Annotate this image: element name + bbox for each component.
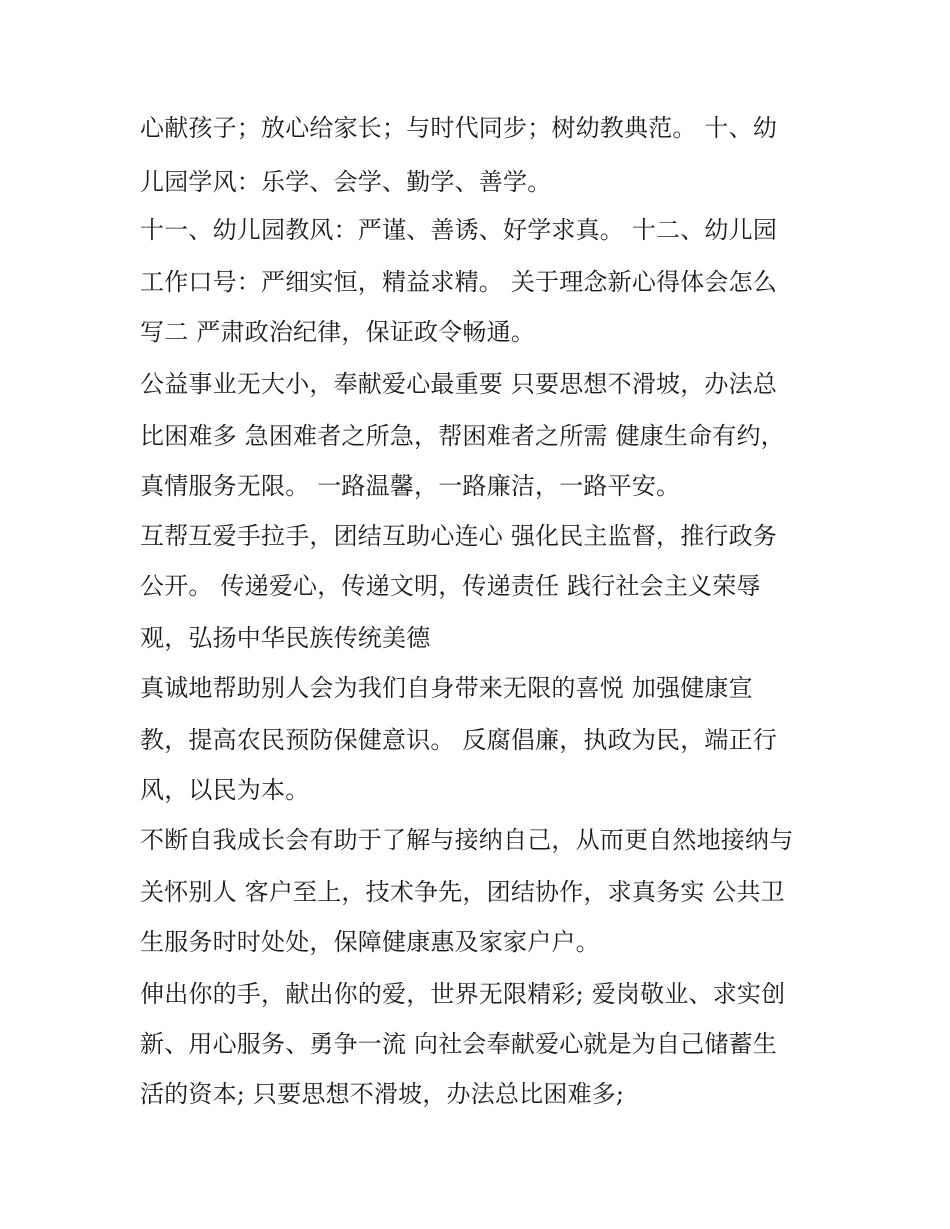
text-line: 伸出你的手，献出你的爱，世界无限精彩; 爱岗敬业、求实创: [140, 980, 786, 1008]
text-line: 互帮互爱手拉手，团结互助心连心 强化民主监督，推行政务: [140, 522, 778, 550]
text-line: 十一、幼儿园教风：严谨、善诱、好学求真。 十二、幼儿园: [140, 216, 778, 244]
text-line: 真情服务无限。 一路温馨，一路廉洁，一路平安。: [140, 472, 681, 500]
text-line: 比困难多 急困难者之所急，帮困难者之所需 健康生命有约，: [140, 422, 785, 450]
text-line: 儿园学风：乐学、会学、勤学、善学。: [140, 168, 552, 196]
text-line: 工作口号：严细实恒，精益求精。 关于理念新心得体会怎么: [140, 268, 778, 296]
text-line: 心献孩子；放心给家长；与时代同步；树幼教典范。 十、幼: [140, 114, 778, 142]
text-line: 公开。 传递爱心，传递文明，传递责任 践行社会主义荣辱: [140, 572, 761, 600]
text-line: 新、用心服务、勇争一流 向社会奉献爱心就是为自己储蓄生: [140, 1030, 778, 1058]
text-line: 关怀别人 客户至上，技术争先，团结协作，求真务实 公共卫: [140, 878, 785, 906]
text-line: 不断自我成长会有助于了解与接纳自己，从而更自然地接纳与: [140, 826, 794, 854]
text-line: 风，以民为本。: [140, 776, 310, 804]
text-line: 观，弘扬中华民族传统美德: [140, 624, 431, 652]
text-line: 真诚地帮助别人会为我们自身带来无限的喜悦 加强健康宣: [140, 674, 753, 702]
text-line: 公益事业无大小，奉献爱心最重要 只要思想不滑坡，办法总: [140, 370, 778, 398]
text-line: 生服务时时处处，保障健康惠及家家户户。: [140, 928, 600, 956]
text-line: 教，提高农民预防保健意识。 反腐倡廉，执政为民，端正行: [140, 726, 778, 754]
text-line: 活的资本; 只要思想不滑坡，办法总比困难多;: [140, 1080, 625, 1108]
text-line: 写二 严肃政治纪律，保证政令畅通。: [140, 318, 536, 346]
